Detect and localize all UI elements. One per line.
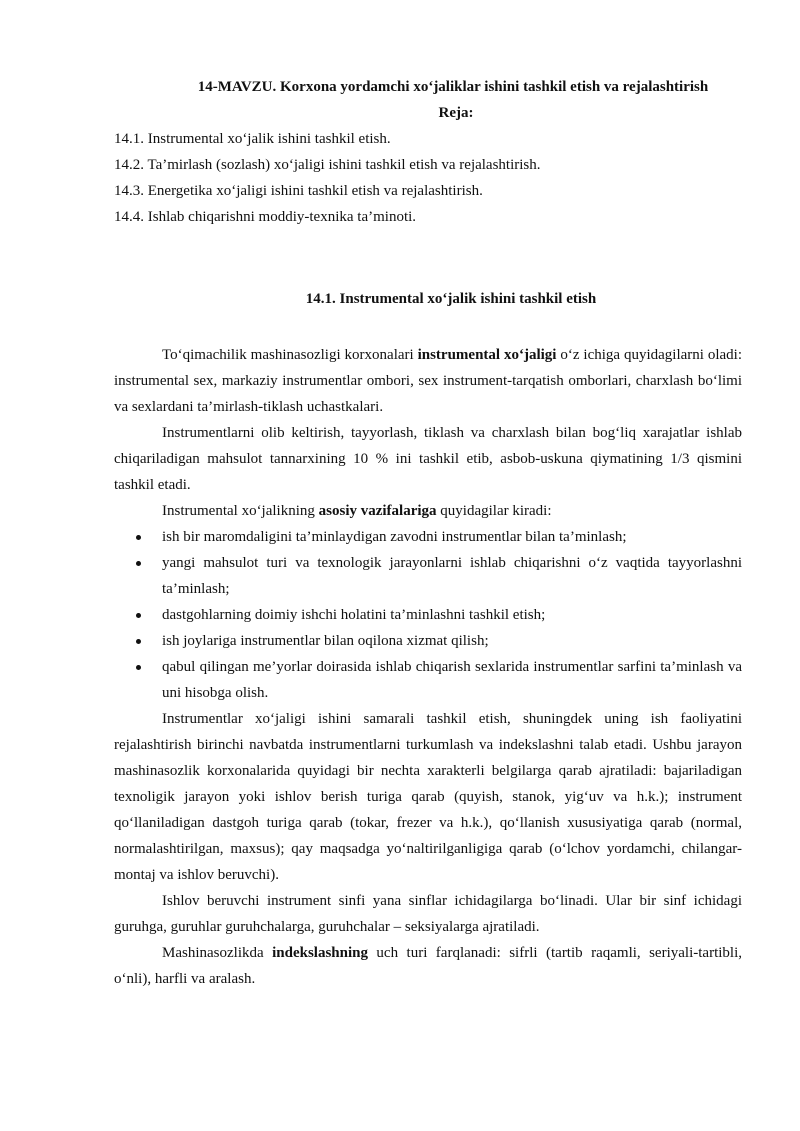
- plan-item: 14.2. Ta’mirlash (sozlash) xo‘jaligi ishini tashkil etish va rejalashtirish.: [114, 157, 541, 173]
- document-page: [114, 74, 742, 992]
- section-title: 14.1. Instrumental xo‘jalik ishini tashkil etish: [305, 291, 597, 307]
- bullet-icon: [136, 639, 141, 644]
- bullet-icon: [136, 613, 141, 618]
- tasks-list: [114, 524, 742, 706]
- list-item: ish joylariga instrumentlar bilan oqilona xizmat qilish;: [114, 628, 742, 654]
- list-item: qabul qilingan me’yorlar doirasida ishlab chiqarish sexlarida instrumentlar sarfini ta’minlash va uni hisobga olish.: [114, 654, 742, 706]
- bullet-icon: [136, 561, 141, 566]
- bullet-icon: [136, 535, 141, 540]
- list-item: yangi mahsulot turi va texnologik jarayonlarni ishlab chiqarishni o‘z vaqtida tayyorlashni ta’minlash;: [114, 550, 742, 602]
- plan-heading: Reja:: [438, 105, 474, 121]
- paragraph-2: Instrumentlarni olib keltirish, tayyorlash, tiklash va charxlash bilan bog‘liq xarajatlar ishlab chiqariladigan mahsulot tannarxining 10 % ini tashkil etib, asbob-uskuna qiymatining 1/3 qismini tashkil etadi.: [114, 425, 742, 493]
- document-title: 14-MAVZU. Korxona yordamchi xo‘jaliklar ishini tashkil etish va rejalashtirish: [197, 79, 709, 95]
- paragraph-6: Mashinasozlikda indekslashning uch turi farqlanadi: sifrli (tartib raqamli, seriyali-tartibli, o‘nli), harfli va aralash.: [114, 945, 742, 987]
- paragraph-4: Instrumentlar xo‘jaligi ishini samarali tashkil etish, shuningdek uning ish faoliyatini rejalashtirish birinchi navbatda instrumentlarni turkumlash va indekslashni talab etadi. Ushbu jarayon mashinasozlik korxonalarida quyidagi bir nechta xarakterli belgilarga qarab ajratiladi: bajariladigan texnoligik jarayon yoki ishlov berish turiga qarab (quyish, stanok, yig‘uv va h.k.); instrument qo‘llaniladigan dastgoh turiga qarab (tokar, frezer va h.k.), qo‘llanish xususiyatiga qarab (normal, normalashtirilgan, maxsus); qay maqsadga yo‘naltirilganligiga qarab (o‘lchov yordamchi, chilangar-montaj va ishlov beruvchi).: [114, 711, 742, 883]
- paragraph-3: Instrumental xo‘jalikning asosiy vazifalariga quyidagilar kiradi:: [162, 503, 552, 519]
- list-item: dastgohlarning doimiy ishchi holatini ta’minlashni tashkil etish;: [114, 602, 742, 628]
- paragraph-1: To‘qimachilik mashinasozligi korxonalari instrumental xo‘jaligi o‘z ichiga quyidagilarni oladi: instrumental sex, markaziy instrumentlar ombori, sex instrument-tarqatish omborlari, charxlash bo‘limi va sexlardani ta’mirlash-tiklash uchastkalari.: [114, 347, 742, 415]
- bullet-icon: [136, 665, 141, 670]
- plan-list: [114, 126, 742, 230]
- list-item: ish bir maromdaligini ta’minlaydigan zavodni instrumentlar bilan ta’minlash;: [114, 524, 742, 550]
- paragraph-5: Ishlov beruvchi instrument sinfi yana sinflar ichidagilarga bo‘linadi. Ular bir sinf ichidagi guruhga, guruhlar guruhchalarga, guruhchalar – seksiyalarga ajratiladi.: [114, 893, 742, 935]
- plan-item: 14.1. Instrumental xo‘jalik ishini tashkil etish.: [114, 131, 391, 147]
- plan-item: 14.4. Ishlab chiqarishni moddiy-texnika ta’minoti.: [114, 209, 417, 225]
- plan-item: 14.3. Energetika xo‘jaligi ishini tashkil etish va rejalashtirish.: [114, 183, 483, 199]
